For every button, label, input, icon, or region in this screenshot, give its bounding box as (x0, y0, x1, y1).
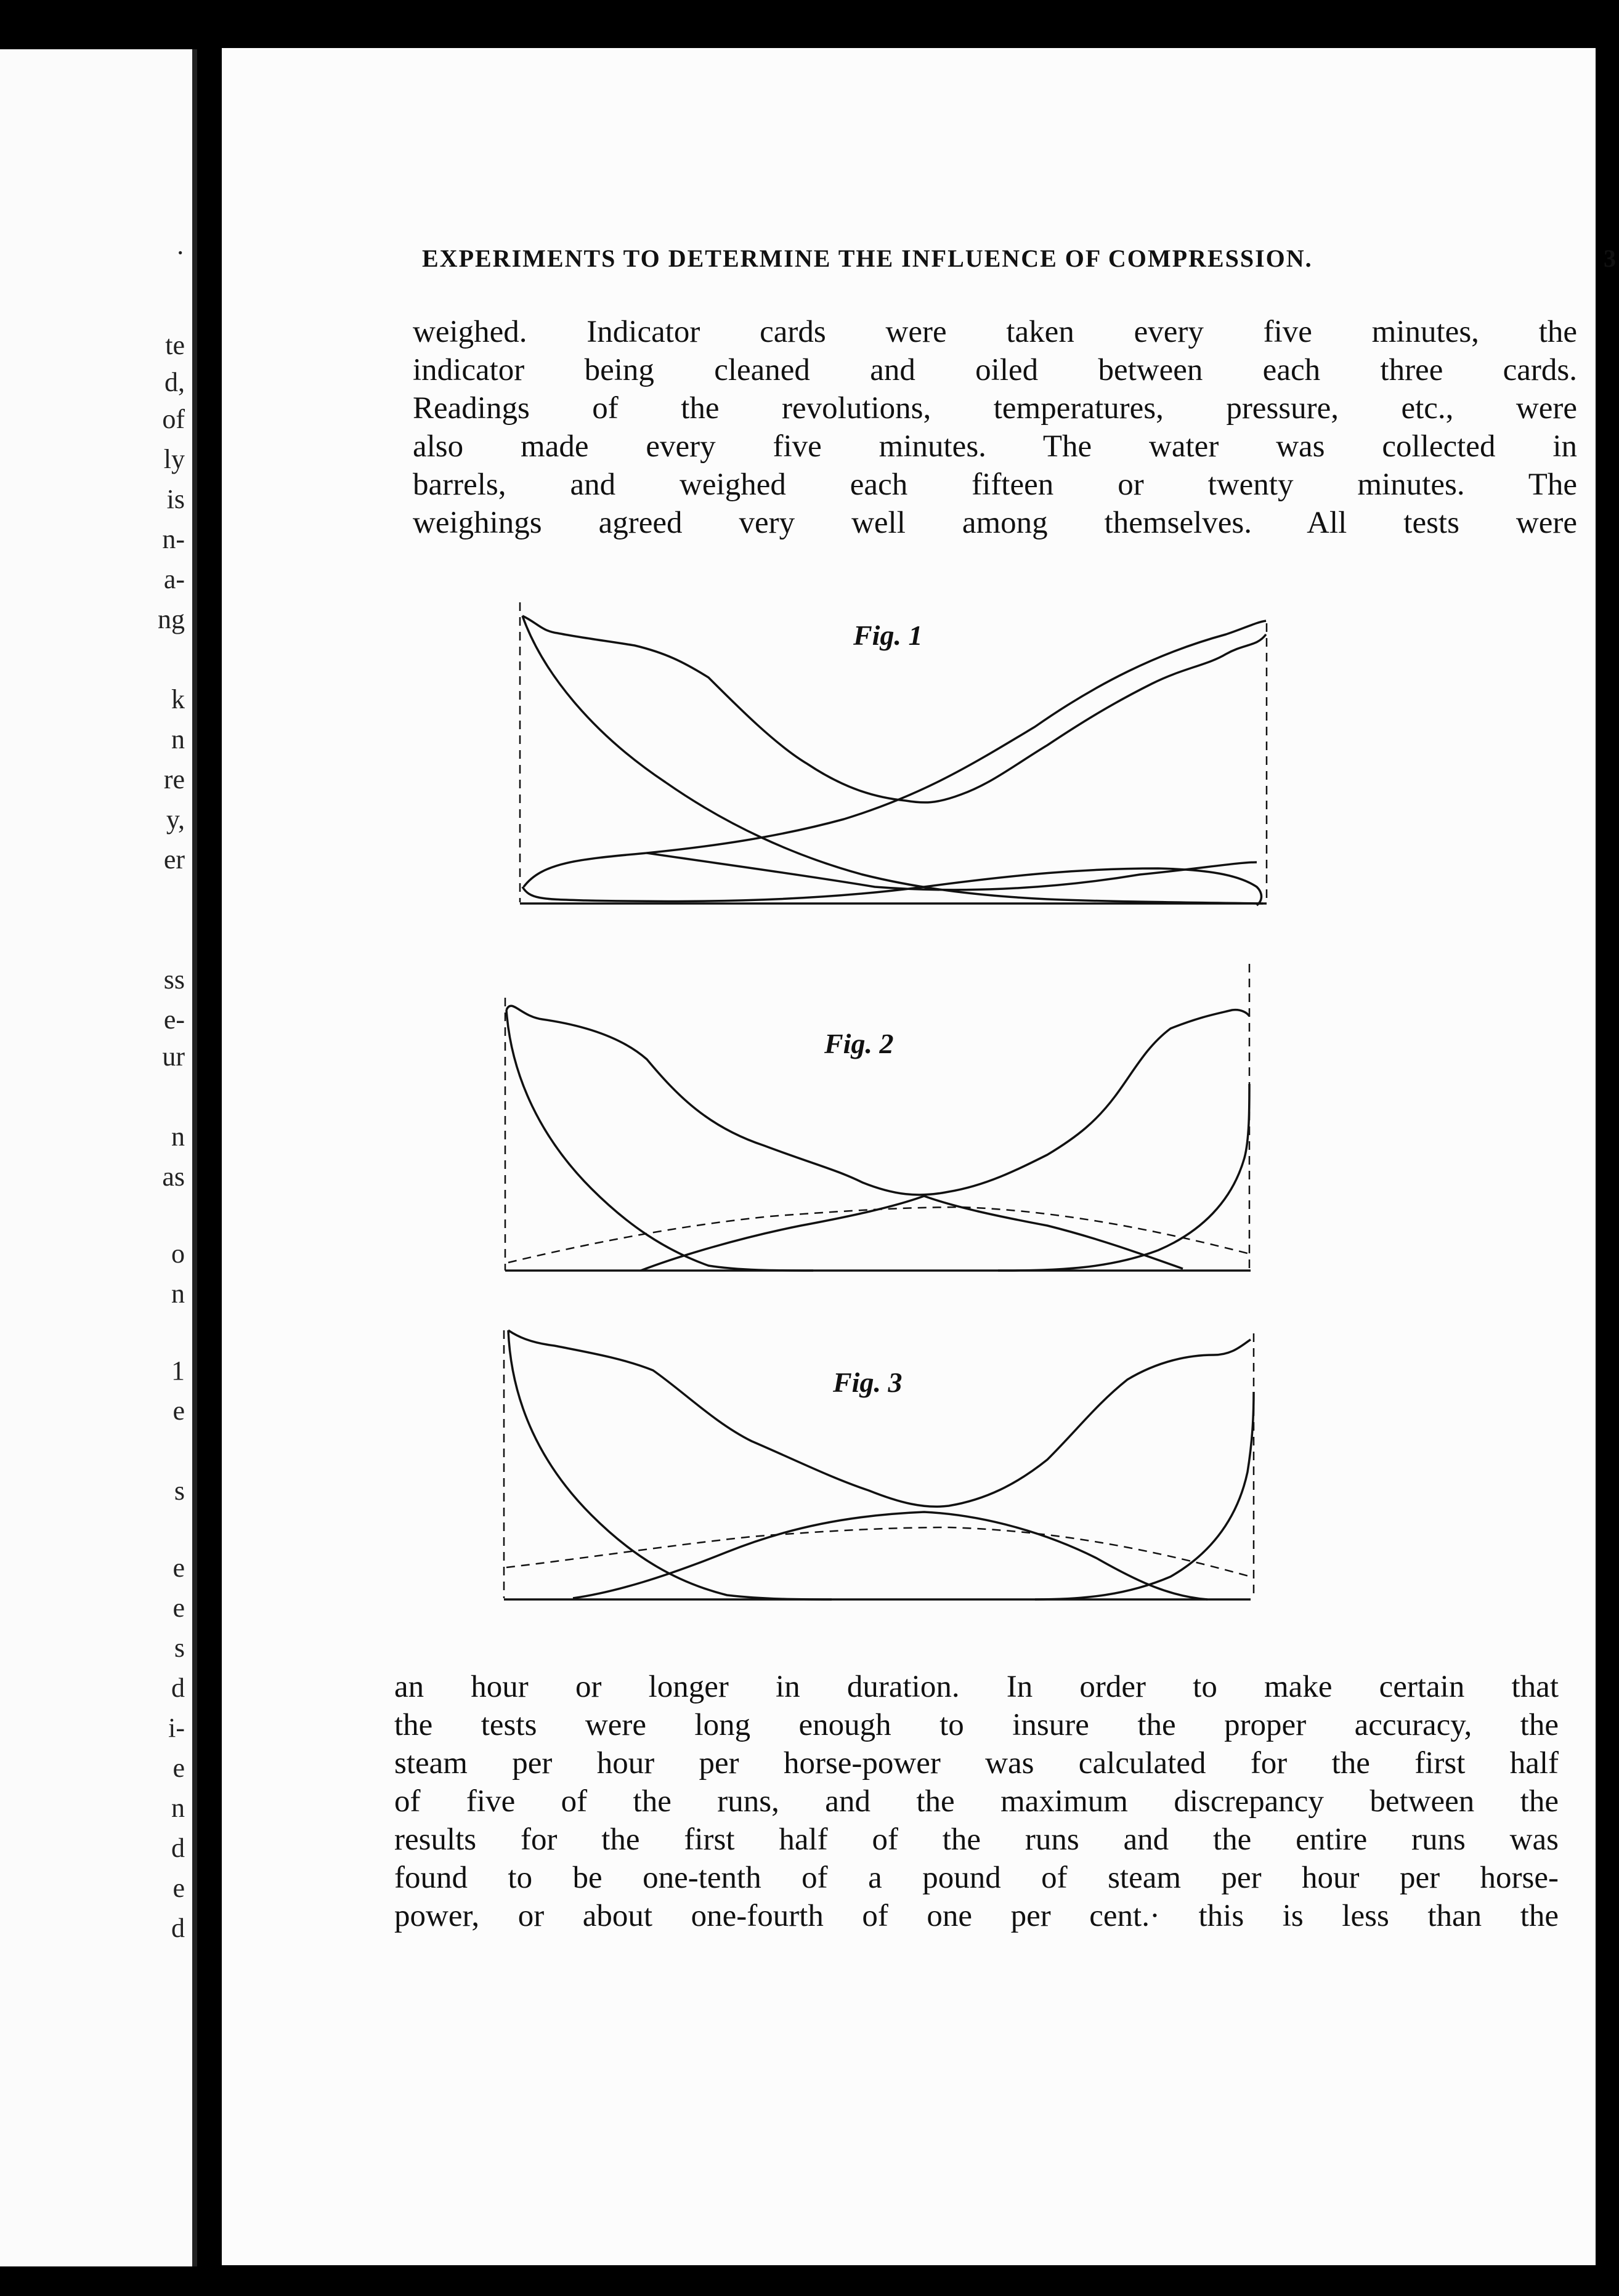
diagram-curve (641, 1196, 1183, 1271)
dashed-curve (506, 1527, 1251, 1577)
facing-page-line: · (176, 238, 185, 268)
facing-page-line: d, (164, 367, 185, 397)
facing-page-line: ng (158, 604, 185, 634)
figure-label: Fig. 2 (824, 1028, 894, 1059)
diagram-curve (508, 1330, 1251, 1506)
figure-label: Fig. 1 (853, 620, 923, 651)
text-line: an hour or longer in duration. In order to make certain that (394, 1670, 1559, 1704)
facing-page-line: is (166, 484, 185, 514)
figure-label: Fig. 3 (833, 1367, 903, 1398)
facing-page-line: n (171, 1122, 185, 1152)
facing-page-line: ss (163, 964, 185, 995)
dashed-curve (508, 1207, 1248, 1263)
diagram-curve (998, 1084, 1249, 1271)
text-line: steam per hour per horse-power was calculated for the first half (394, 1746, 1559, 1781)
diagram-curve (522, 616, 1263, 903)
diagram-curve (524, 621, 1266, 887)
facing-page-line: a- (163, 564, 185, 594)
text-line: barrels, and weighed each fifteen or twenty minutes. The (413, 467, 1577, 502)
facing-page-line: n (171, 1279, 185, 1309)
text-line: results for the first half of the runs and the entire runs was (394, 1822, 1559, 1857)
facing-page-line: as (162, 1162, 185, 1192)
facing-page-line: i- (168, 1713, 185, 1743)
facing-page-line: er (163, 844, 185, 875)
facing-page-line: n- (162, 524, 185, 554)
facing-page-line: e (172, 1873, 185, 1903)
facing-page-line: s (174, 1633, 185, 1663)
diagram-curve (1035, 1392, 1254, 1599)
facing-page-line: d (171, 1833, 185, 1863)
facing-page-line: k (171, 684, 185, 714)
figure-2 (505, 964, 1251, 1271)
text-line: found to be one-tenth of a pound of steam per hour per horse- (394, 1861, 1559, 1895)
diagram-curve (508, 1330, 832, 1599)
text-line: weighings agreed very well among themselves. All tests were (413, 506, 1577, 540)
text-line: of five of the runs, and the maximum discrepancy between the (394, 1784, 1559, 1819)
facing-page-line: of (162, 404, 185, 434)
facing-page-line: e (172, 1593, 185, 1623)
facing-page-line: d (171, 1673, 185, 1703)
facing-page-line: e- (163, 1004, 185, 1035)
facing-page-line: te (165, 330, 185, 360)
running-head-title: EXPERIMENTS TO DETERMINE THE INFLUENCE OF COMPRESSION. (422, 245, 1313, 272)
facing-page-line: re (163, 764, 185, 794)
facing-page-line: e (172, 1753, 185, 1783)
facing-page-line: d (171, 1913, 185, 1943)
text-line: weighed. Indicator cards were taken every five minutes, the (413, 315, 1577, 349)
facing-page-line: 1 (171, 1356, 185, 1386)
text-line: Readings of the revolutions, temperatures, pressure, etc., were (413, 391, 1577, 426)
facing-page-line: o (171, 1239, 185, 1269)
facing-page-line: ly (163, 444, 185, 474)
text-line: the tests were long enough to insure the proper accuracy, the (394, 1708, 1559, 1742)
diagram-curve (573, 1512, 1207, 1599)
facing-page-line: e (172, 1396, 185, 1426)
page-number: 3 (1604, 245, 1617, 272)
facing-page-line: e (172, 1553, 185, 1583)
facing-page-line: n (171, 724, 185, 754)
facing-page-line: s (174, 1476, 185, 1506)
facing-page-line: y, (166, 804, 185, 835)
facing-page-line: ur (162, 1041, 185, 1072)
text-line: power, or about one-fourth of one per cent.· this is less than the (394, 1899, 1559, 1933)
text-line: indicator being cleaned and oiled between each three cards. (413, 353, 1577, 387)
facing-page-line: n (171, 1793, 185, 1823)
text-line: also made every five minutes. The water was collected in (413, 429, 1577, 464)
